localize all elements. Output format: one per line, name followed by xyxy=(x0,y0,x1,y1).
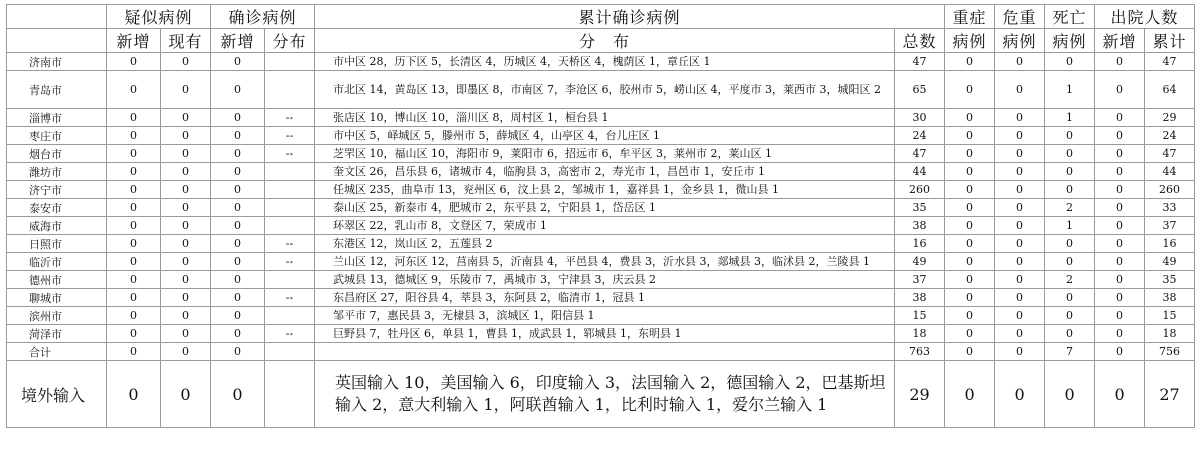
confirmed-new-cell: 0 xyxy=(211,127,265,145)
death-cell: 0 xyxy=(1045,325,1095,343)
discharged-new-cell: 0 xyxy=(1095,235,1145,253)
table-row xyxy=(7,217,1195,235)
covid-case-table xyxy=(6,4,1195,428)
total-cell: 763 xyxy=(895,343,945,361)
confirmed-dist-cell xyxy=(265,307,315,325)
severe-cell: 0 xyxy=(945,71,995,109)
header-blank-2 xyxy=(7,29,107,53)
confirmed-new-cell: 0 xyxy=(211,325,265,343)
total-cell: 260 xyxy=(895,181,945,199)
critical-cell: 0 xyxy=(995,127,1045,145)
distribution-cell: 芝罘区 10，福山区 10，海阳市 9，莱阳市 6，招远市 6，牟平区 3，莱州市 2，莱山区 1 xyxy=(315,145,895,163)
confirmed-new-cell: 0 xyxy=(211,53,265,71)
confirmed-dist-cell: -- xyxy=(265,127,315,145)
table-row xyxy=(7,361,1195,428)
critical-cell: 0 xyxy=(995,289,1045,307)
header-death-cases: 病例 xyxy=(1045,29,1095,53)
discharged-total-cell: 64 xyxy=(1145,71,1195,109)
total-cell: 29 xyxy=(895,361,945,428)
severe-cell: 0 xyxy=(945,217,995,235)
discharged-total-cell: 37 xyxy=(1145,217,1195,235)
header-suspected-new: 新增 xyxy=(107,29,161,53)
total-cell: 44 xyxy=(895,163,945,181)
header-suspected-current: 现有 xyxy=(161,29,211,53)
confirmed-new-cell: 0 xyxy=(211,71,265,109)
suspected-current-cell: 0 xyxy=(161,271,211,289)
death-cell: 0 xyxy=(1045,307,1095,325)
suspected-current-cell: 0 xyxy=(161,127,211,145)
city-cell: 济南市 xyxy=(7,53,107,71)
city-cell: 威海市 xyxy=(7,217,107,235)
severe-cell: 0 xyxy=(945,271,995,289)
total-cell: 16 xyxy=(895,235,945,253)
distribution-cell: 兰山区 12，河东区 12，莒南县 5，沂南县 4，平邑县 4，费县 3，沂水县 3，郯城县 3，临沭县 2，兰陵县 1 xyxy=(315,253,895,271)
total-cell: 30 xyxy=(895,109,945,127)
confirmed-new-cell: 0 xyxy=(211,235,265,253)
header-confirmed-new: 新增 xyxy=(211,29,265,53)
header-distribution: 分 布 xyxy=(315,29,895,53)
header-critical-cases: 病例 xyxy=(995,29,1045,53)
critical-cell: 0 xyxy=(995,71,1045,109)
total-cell: 18 xyxy=(895,325,945,343)
severe-cell: 0 xyxy=(945,199,995,217)
confirmed-new-cell: 0 xyxy=(211,343,265,361)
confirmed-new-cell: 0 xyxy=(211,145,265,163)
discharged-new-cell: 0 xyxy=(1095,343,1145,361)
death-cell: 0 xyxy=(1045,289,1095,307)
discharged-new-cell: 0 xyxy=(1095,163,1145,181)
death-cell: 0 xyxy=(1045,53,1095,71)
discharged-new-cell: 0 xyxy=(1095,71,1145,109)
death-cell: 1 xyxy=(1045,109,1095,127)
discharged-total-cell: 29 xyxy=(1145,109,1195,127)
severe-cell: 0 xyxy=(945,127,995,145)
suspected-current-cell: 0 xyxy=(161,53,211,71)
critical-cell: 0 xyxy=(995,271,1045,289)
discharged-new-cell: 0 xyxy=(1095,145,1145,163)
total-cell: 35 xyxy=(895,199,945,217)
total-cell: 37 xyxy=(895,271,945,289)
death-cell: 0 xyxy=(1045,163,1095,181)
confirmed-new-cell: 0 xyxy=(211,307,265,325)
confirmed-dist-cell: -- xyxy=(265,109,315,127)
city-cell: 德州市 xyxy=(7,271,107,289)
discharged-new-cell: 0 xyxy=(1095,361,1145,428)
city-cell: 日照市 xyxy=(7,235,107,253)
distribution-cell: 市中区 5，峄城区 5，滕州市 5，薛城区 4，山亭区 4，台儿庄区 1 xyxy=(315,127,895,145)
table-row xyxy=(7,343,1195,361)
city-cell: 合计 xyxy=(7,343,107,361)
city-cell: 泰安市 xyxy=(7,199,107,217)
city-cell: 菏泽市 xyxy=(7,325,107,343)
suspected-current-cell: 0 xyxy=(161,71,211,109)
header-total: 总数 xyxy=(895,29,945,53)
confirmed-dist-cell xyxy=(265,199,315,217)
table-row xyxy=(7,127,1195,145)
confirmed-new-cell: 0 xyxy=(211,217,265,235)
suspected-current-cell: 0 xyxy=(161,361,211,428)
table-row xyxy=(7,199,1195,217)
severe-cell: 0 xyxy=(945,181,995,199)
severe-cell: 0 xyxy=(945,109,995,127)
distribution-cell: 市北区 14，黄岛区 13，即墨区 8，市南区 7，李沧区 6，胶州市 5，崂山区 4，平度市 3，莱西市 3，城阳区 2 xyxy=(315,71,895,109)
suspected-new-cell: 0 xyxy=(107,343,161,361)
city-cell: 济宁市 xyxy=(7,181,107,199)
city-cell: 淄博市 xyxy=(7,109,107,127)
confirmed-new-cell: 0 xyxy=(211,199,265,217)
discharged-total-cell: 33 xyxy=(1145,199,1195,217)
confirmed-dist-cell: -- xyxy=(265,289,315,307)
suspected-current-cell: 0 xyxy=(161,199,211,217)
discharged-total-cell: 38 xyxy=(1145,289,1195,307)
suspected-new-cell: 0 xyxy=(107,127,161,145)
suspected-current-cell: 0 xyxy=(161,235,211,253)
confirmed-dist-cell: -- xyxy=(265,145,315,163)
distribution-cell: 巨野县 7，牡丹区 6，单县 1，曹县 1，成武县 1，郓城县 1，东明县 1 xyxy=(315,325,895,343)
critical-cell: 0 xyxy=(995,199,1045,217)
discharged-total-cell: 47 xyxy=(1145,53,1195,71)
discharged-total-cell: 47 xyxy=(1145,145,1195,163)
discharged-new-cell: 0 xyxy=(1095,199,1145,217)
severe-cell: 0 xyxy=(945,307,995,325)
city-cell: 潍坊市 xyxy=(7,163,107,181)
confirmed-dist-cell xyxy=(265,361,315,428)
distribution-cell: 东港区 12，岚山区 2，五莲县 2 xyxy=(315,235,895,253)
suspected-new-cell: 0 xyxy=(107,145,161,163)
discharged-new-cell: 0 xyxy=(1095,271,1145,289)
table-header xyxy=(7,5,1195,53)
confirmed-dist-cell xyxy=(265,181,315,199)
table-row xyxy=(7,163,1195,181)
suspected-current-cell: 0 xyxy=(161,163,211,181)
city-cell: 枣庄市 xyxy=(7,127,107,145)
critical-cell: 0 xyxy=(995,217,1045,235)
distribution-cell: 英国输入 10，美国输入 6，印度输入 3，法国输入 2，德国输入 2，巴基斯坦输入 2，意大利输入 1，阿联酋输入 1，比利时输入 1，爱尔兰输入 1 xyxy=(315,361,895,428)
table-row xyxy=(7,325,1195,343)
header-severe: 重症 xyxy=(945,5,995,29)
critical-cell: 0 xyxy=(995,53,1045,71)
critical-cell: 0 xyxy=(995,253,1045,271)
city-cell: 境外输入 xyxy=(7,361,107,428)
critical-cell: 0 xyxy=(995,307,1045,325)
discharged-new-cell: 0 xyxy=(1095,53,1145,71)
discharged-total-cell: 260 xyxy=(1145,181,1195,199)
discharged-new-cell: 0 xyxy=(1095,109,1145,127)
suspected-new-cell: 0 xyxy=(107,361,161,428)
table-row xyxy=(7,235,1195,253)
suspected-current-cell: 0 xyxy=(161,343,211,361)
discharged-new-cell: 0 xyxy=(1095,289,1145,307)
discharged-new-cell: 0 xyxy=(1095,127,1145,145)
suspected-new-cell: 0 xyxy=(107,71,161,109)
death-cell: 1 xyxy=(1045,71,1095,109)
suspected-current-cell: 0 xyxy=(161,109,211,127)
distribution-cell xyxy=(315,343,895,361)
table-row xyxy=(7,145,1195,163)
total-cell: 47 xyxy=(895,145,945,163)
confirmed-new-cell: 0 xyxy=(211,289,265,307)
table-row xyxy=(7,253,1195,271)
severe-cell: 0 xyxy=(945,145,995,163)
discharged-total-cell: 18 xyxy=(1145,325,1195,343)
city-cell: 聊城市 xyxy=(7,289,107,307)
suspected-new-cell: 0 xyxy=(107,109,161,127)
discharged-total-cell: 35 xyxy=(1145,271,1195,289)
suspected-current-cell: 0 xyxy=(161,181,211,199)
discharged-total-cell: 756 xyxy=(1145,343,1195,361)
header-discharged-total: 累计 xyxy=(1145,29,1195,53)
death-cell: 2 xyxy=(1045,199,1095,217)
distribution-cell: 泰山区 25，新泰市 4，肥城市 2，东平县 2，宁阳县 1，岱岳区 1 xyxy=(315,199,895,217)
suspected-new-cell: 0 xyxy=(107,181,161,199)
critical-cell: 0 xyxy=(995,343,1045,361)
distribution-cell: 市中区 28，历下区 5，长清区 4，历城区 4，天桥区 4，槐荫区 1，章丘区 1 xyxy=(315,53,895,71)
confirmed-new-cell: 0 xyxy=(211,181,265,199)
table-row xyxy=(7,53,1195,71)
suspected-current-cell: 0 xyxy=(161,145,211,163)
severe-cell: 0 xyxy=(945,253,995,271)
discharged-total-cell: 44 xyxy=(1145,163,1195,181)
discharged-total-cell: 24 xyxy=(1145,127,1195,145)
distribution-cell: 奎文区 26，昌乐县 6，诸城市 4，临朐县 3，高密市 2，寿光市 1，昌邑市 1，安丘市 1 xyxy=(315,163,895,181)
header-confirmed-dist: 分布 xyxy=(265,29,315,53)
severe-cell: 0 xyxy=(945,163,995,181)
distribution-cell: 武城县 13，德城区 9，乐陵市 7，禹城市 3，宁津县 3，庆云县 2 xyxy=(315,271,895,289)
severe-cell: 0 xyxy=(945,235,995,253)
table-row xyxy=(7,271,1195,289)
confirmed-new-cell: 0 xyxy=(211,271,265,289)
suspected-current-cell: 0 xyxy=(161,307,211,325)
confirmed-dist-cell: -- xyxy=(265,253,315,271)
critical-cell: 0 xyxy=(995,109,1045,127)
table-row xyxy=(7,289,1195,307)
confirmed-new-cell: 0 xyxy=(211,361,265,428)
suspected-new-cell: 0 xyxy=(107,325,161,343)
suspected-new-cell: 0 xyxy=(107,289,161,307)
death-cell: 1 xyxy=(1045,217,1095,235)
header-critical: 危重 xyxy=(995,5,1045,29)
critical-cell: 0 xyxy=(995,361,1045,428)
header-discharged-new: 新增 xyxy=(1095,29,1145,53)
header-death: 死亡 xyxy=(1045,5,1095,29)
confirmed-dist-cell: -- xyxy=(265,235,315,253)
confirmed-dist-cell: -- xyxy=(265,325,315,343)
table-row xyxy=(7,307,1195,325)
distribution-cell: 东昌府区 27，阳谷县 4，莘县 3，东阿县 2，临清市 1，冠县 1 xyxy=(315,289,895,307)
suspected-new-cell: 0 xyxy=(107,253,161,271)
confirmed-dist-cell xyxy=(265,217,315,235)
discharged-new-cell: 0 xyxy=(1095,307,1145,325)
suspected-new-cell: 0 xyxy=(107,271,161,289)
suspected-current-cell: 0 xyxy=(161,217,211,235)
distribution-cell: 任城区 235，曲阜市 13，兖州区 6，汶上县 2，邹城市 1，嘉祥县 1，金乡县 1，微山县 1 xyxy=(315,181,895,199)
confirmed-new-cell: 0 xyxy=(211,163,265,181)
header-severe-cases: 病例 xyxy=(945,29,995,53)
critical-cell: 0 xyxy=(995,163,1045,181)
severe-cell: 0 xyxy=(945,343,995,361)
severe-cell: 0 xyxy=(945,325,995,343)
distribution-cell: 环翠区 22，乳山市 8，文登区 7，荣成市 1 xyxy=(315,217,895,235)
header-cumulative: 累计确诊病例 xyxy=(315,5,945,29)
suspected-new-cell: 0 xyxy=(107,307,161,325)
city-cell: 滨州市 xyxy=(7,307,107,325)
table-body xyxy=(7,53,1195,428)
severe-cell: 0 xyxy=(945,53,995,71)
total-cell: 24 xyxy=(895,127,945,145)
critical-cell: 0 xyxy=(995,235,1045,253)
death-cell: 0 xyxy=(1045,235,1095,253)
suspected-current-cell: 0 xyxy=(161,325,211,343)
critical-cell: 0 xyxy=(995,181,1045,199)
death-cell: 0 xyxy=(1045,361,1095,428)
suspected-new-cell: 0 xyxy=(107,163,161,181)
severe-cell: 0 xyxy=(945,289,995,307)
city-cell: 青岛市 xyxy=(7,71,107,109)
confirmed-dist-cell xyxy=(265,53,315,71)
suspected-new-cell: 0 xyxy=(107,53,161,71)
table-row xyxy=(7,181,1195,199)
table-row xyxy=(7,109,1195,127)
city-cell: 临沂市 xyxy=(7,253,107,271)
distribution-cell: 张店区 10，博山区 10，淄川区 8，周村区 1，桓台县 1 xyxy=(315,109,895,127)
total-cell: 49 xyxy=(895,253,945,271)
suspected-new-cell: 0 xyxy=(107,235,161,253)
critical-cell: 0 xyxy=(995,325,1045,343)
suspected-new-cell: 0 xyxy=(107,217,161,235)
death-cell: 7 xyxy=(1045,343,1095,361)
confirmed-dist-cell xyxy=(265,343,315,361)
total-cell: 38 xyxy=(895,217,945,235)
confirmed-new-cell: 0 xyxy=(211,109,265,127)
city-cell: 烟台市 xyxy=(7,145,107,163)
header-suspected: 疑似病例 xyxy=(107,5,211,29)
discharged-new-cell: 0 xyxy=(1095,253,1145,271)
discharged-new-cell: 0 xyxy=(1095,181,1145,199)
total-cell: 38 xyxy=(895,289,945,307)
suspected-current-cell: 0 xyxy=(161,253,211,271)
confirmed-dist-cell xyxy=(265,163,315,181)
confirmed-dist-cell xyxy=(265,71,315,109)
death-cell: 0 xyxy=(1045,253,1095,271)
confirmed-dist-cell xyxy=(265,271,315,289)
header-discharged: 出院人数 xyxy=(1095,5,1195,29)
discharged-total-cell: 49 xyxy=(1145,253,1195,271)
death-cell: 0 xyxy=(1045,145,1095,163)
severe-cell: 0 xyxy=(945,361,995,428)
discharged-total-cell: 15 xyxy=(1145,307,1195,325)
total-cell: 47 xyxy=(895,53,945,71)
death-cell: 2 xyxy=(1045,271,1095,289)
critical-cell: 0 xyxy=(995,145,1045,163)
header-confirmed: 确诊病例 xyxy=(211,5,315,29)
discharged-new-cell: 0 xyxy=(1095,325,1145,343)
distribution-cell: 邹平市 7，惠民县 3，无棣县 3，滨城区 1，阳信县 1 xyxy=(315,307,895,325)
header-blank xyxy=(7,5,107,29)
discharged-new-cell: 0 xyxy=(1095,217,1145,235)
total-cell: 65 xyxy=(895,71,945,109)
suspected-new-cell: 0 xyxy=(107,199,161,217)
discharged-total-cell: 27 xyxy=(1145,361,1195,428)
table-row xyxy=(7,71,1195,109)
confirmed-new-cell: 0 xyxy=(211,253,265,271)
discharged-total-cell: 16 xyxy=(1145,235,1195,253)
death-cell: 0 xyxy=(1045,127,1095,145)
death-cell: 0 xyxy=(1045,181,1095,199)
suspected-current-cell: 0 xyxy=(161,289,211,307)
total-cell: 15 xyxy=(895,307,945,325)
